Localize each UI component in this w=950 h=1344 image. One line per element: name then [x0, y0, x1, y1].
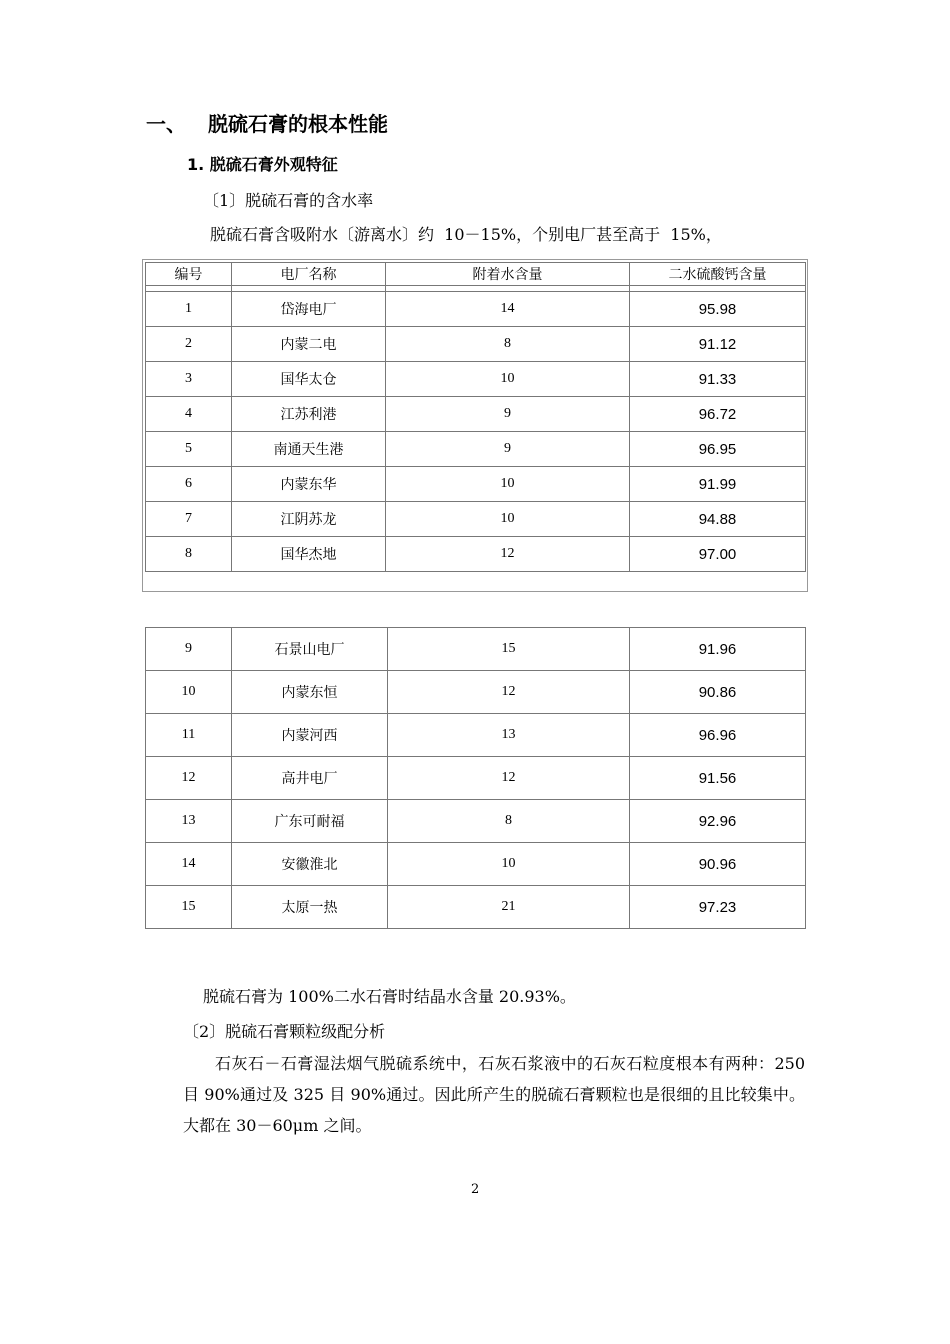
- table-row: [146, 397, 806, 432]
- cell-plant-name: 江苏利港: [232, 397, 386, 432]
- cell-attached-water: 13: [388, 714, 630, 757]
- cell-id: 7: [146, 502, 232, 537]
- table-row: [146, 800, 806, 843]
- cell-plant-name: 国华太仓: [232, 362, 386, 397]
- table-row: [146, 502, 806, 537]
- table-row: [146, 432, 806, 467]
- sub-heading: 1. 脱硫石膏外观特征: [187, 155, 338, 174]
- cell-plant-name: 安徽淮北: [232, 843, 388, 886]
- cell-gypsum-content: 91.33: [630, 362, 806, 397]
- cell-attached-water: 9: [386, 397, 630, 432]
- cell-plant-name: 岱海电厂: [232, 292, 386, 327]
- table-row: [146, 886, 806, 929]
- table-row: [146, 843, 806, 886]
- cell-attached-water: 12: [386, 537, 630, 572]
- cell-gypsum-content: 90.96: [630, 843, 806, 886]
- cell-id: 10: [146, 671, 232, 714]
- cell-gypsum-content: 91.56: [630, 757, 806, 800]
- cell-attached-water: 9: [386, 432, 630, 467]
- cell-id: 12: [146, 757, 232, 800]
- cell-gypsum-content: 91.12: [630, 327, 806, 362]
- cell-plant-name: 南通天生港: [232, 432, 386, 467]
- cell-id: 9: [146, 628, 232, 671]
- cell-gypsum-content: 91.96: [630, 628, 806, 671]
- cell-plant-name: 江阴苏龙: [232, 502, 386, 537]
- cell-attached-water: 15: [388, 628, 630, 671]
- section-number: 一、: [146, 112, 186, 136]
- table-row: [146, 628, 806, 671]
- cell-gypsum-content: 91.99: [630, 467, 806, 502]
- cell-gypsum-content: 94.88: [630, 502, 806, 537]
- table-row: [146, 292, 806, 327]
- cell-gypsum-content: 96.96: [630, 714, 806, 757]
- cell-gypsum-content: 96.95: [630, 432, 806, 467]
- cell-attached-water: 10: [386, 467, 630, 502]
- cell-id: 8: [146, 537, 232, 572]
- cell-id: 3: [146, 362, 232, 397]
- table-row: [146, 467, 806, 502]
- page-number: 2: [471, 1182, 480, 1197]
- item-1-heading: 〔1〕脱硫石膏的含水率: [203, 191, 374, 210]
- cell-gypsum-content: 96.72: [630, 397, 806, 432]
- cell-plant-name: 石景山电厂: [232, 628, 388, 671]
- table-row: [146, 537, 806, 572]
- cell-gypsum-content: 90.86: [630, 671, 806, 714]
- column-header: 电厂名称: [232, 263, 386, 286]
- item-2-heading: 〔2〕脱硫石膏颗粒级配分析: [183, 1022, 386, 1041]
- cell-gypsum-content: 92.96: [630, 800, 806, 843]
- cell-attached-water: 10: [388, 843, 630, 886]
- cell-plant-name: 广东可耐福: [232, 800, 388, 843]
- cell-attached-water: 8: [388, 800, 630, 843]
- body-paragraph: 石灰石－石膏湿法烟气脱硫系统中，石灰石浆液中的石灰石粒度根本有两种：250 目 90%通过及 325 目 90%通过。因此所产生的脱硫石膏颗粒也是很细的且比较集中。大都在 30－60μm 之间。: [183, 1054, 805, 1135]
- cell-id: 2: [146, 327, 232, 362]
- cell-gypsum-content: 95.98: [630, 292, 806, 327]
- cell-id: 6: [146, 467, 232, 502]
- cell-plant-name: 国华杰地: [232, 537, 386, 572]
- after-table-text: 脱硫石膏为 100%二水石膏时结晶水含量 20.93%。: [203, 987, 576, 1006]
- cell-plant-name: 内蒙二电: [232, 327, 386, 362]
- cell-attached-water: 12: [388, 757, 630, 800]
- cell-plant-name: 内蒙东恒: [232, 671, 388, 714]
- table-row: [146, 757, 806, 800]
- cell-id: 15: [146, 886, 232, 929]
- data-table-part-1: [145, 262, 806, 572]
- cell-plant-name: 高井电厂: [232, 757, 388, 800]
- cell-attached-water: 21: [388, 886, 630, 929]
- column-header: 附着水含量: [386, 263, 630, 286]
- cell-id: 11: [146, 714, 232, 757]
- cell-id: 4: [146, 397, 232, 432]
- cell-plant-name: 内蒙东华: [232, 467, 386, 502]
- cell-id: 5: [146, 432, 232, 467]
- cell-attached-water: 8: [386, 327, 630, 362]
- cell-attached-water: 10: [386, 362, 630, 397]
- data-table-part-2: [145, 627, 806, 929]
- cell-plant-name: 内蒙河西: [232, 714, 388, 757]
- table-row: [146, 327, 806, 362]
- column-header: 编号: [146, 263, 232, 286]
- cell-attached-water: 12: [388, 671, 630, 714]
- column-header: 二水硫酸钙含量: [630, 263, 806, 286]
- cell-id: 1: [146, 292, 232, 327]
- table-row: [146, 671, 806, 714]
- cell-gypsum-content: 97.00: [630, 537, 806, 572]
- table-header-row: [146, 263, 806, 286]
- cell-attached-water: 14: [386, 292, 630, 327]
- table-row: [146, 362, 806, 397]
- section-title: 脱硫石膏的根本性能: [208, 112, 388, 136]
- cell-attached-water: 10: [386, 502, 630, 537]
- cell-id: 13: [146, 800, 232, 843]
- section-heading: [146, 108, 388, 137]
- cell-id: 14: [146, 843, 232, 886]
- cell-gypsum-content: 97.23: [630, 886, 806, 929]
- intro-line: 脱硫石膏含吸附水〔游离水〕约 10－15%，个别电厂甚至高于 15%，: [210, 225, 722, 244]
- table-row: [146, 714, 806, 757]
- cell-plant-name: 太原一热: [232, 886, 388, 929]
